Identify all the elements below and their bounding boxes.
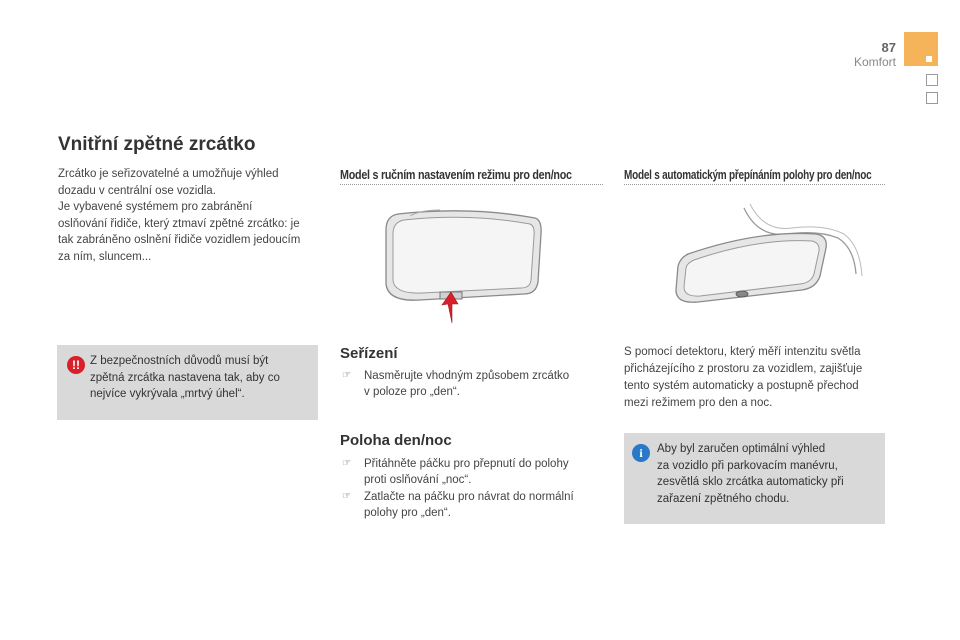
list-item: ☞ Přitáhněte páčku pro přepnutí do polohy proti oslňování „noc“. xyxy=(342,458,569,486)
body-line: tento systém automaticky a postupně přechod xyxy=(624,380,859,392)
manual-model-heading: Model s ručním nastavením režimu pro den/noc xyxy=(340,168,572,182)
intro-line: Zrcátko je seřizovatelné a umožňuje výhled xyxy=(58,168,279,180)
body-line: S pomocí detektoru, který měří intenzitu světla xyxy=(624,346,861,358)
warning-note xyxy=(57,345,318,420)
body-line: přicházejícího z prostoru za vozidlem, zajišťuje xyxy=(624,363,863,375)
intro-line: za ním, sluncem... xyxy=(58,250,152,263)
section-tab-active xyxy=(904,32,938,66)
day-night-list xyxy=(340,456,600,522)
section-name: Komfort xyxy=(853,55,896,69)
page-title: Vnitřní zpětné zrcátko xyxy=(58,134,256,155)
note-line: zpětná zrcátka nastavena tak, aby co xyxy=(90,371,280,384)
note-line: za vozidlo při parkovacím manévru, xyxy=(657,459,838,472)
heading-divider xyxy=(340,184,603,185)
info-icon: i xyxy=(632,444,650,462)
note-line: nejvíce vykrývala „mrtvý úhel“. xyxy=(90,388,245,400)
warning-icon: !! xyxy=(67,356,85,374)
arrow-bullet-icon: ☞ xyxy=(342,370,351,381)
arrow-bullet-icon: ☞ xyxy=(342,458,351,469)
page-number: 87 xyxy=(881,40,896,55)
list-item: ☞ Zatlačte na páčku pro návrat do normální polohy pro „den“. xyxy=(342,491,574,519)
intro-line: oslňování řidiče, který ztmaví zpětné zrcátko: je xyxy=(58,217,300,230)
auto-description xyxy=(624,344,886,412)
intro-line: tak zabráněno oslnění řidiče vozidlem jedoucím xyxy=(58,234,301,246)
info-note xyxy=(624,433,885,524)
note-line: Z bezpečnostních důvodů musí být xyxy=(90,355,269,367)
intro-line: dozadu v centrální ose vozidla. xyxy=(58,184,216,197)
body-line: mezi režimem pro den a noc. xyxy=(624,397,773,409)
section-tab xyxy=(926,74,938,86)
manual-mirror-illustration xyxy=(380,204,560,324)
auto-model-heading: Model s automatickým přepínáním polohy pro den/noc xyxy=(624,168,872,182)
note-line: zařazení zpětného chodu. xyxy=(657,492,790,505)
arrow-bullet-icon: ☞ xyxy=(342,491,351,502)
heading-divider xyxy=(624,184,885,185)
note-line: zesvětlá sklo zrcátka automaticky při xyxy=(657,476,844,488)
intro-line: Je vybavené systémem pro zabránění xyxy=(58,201,253,213)
adjust-list xyxy=(340,368,600,401)
list-item: ☞ Nasměrujte vhodným způsobem zrcátko v poloze pro „den“. xyxy=(342,370,570,398)
adjust-heading: Seřízení xyxy=(340,345,398,362)
day-night-heading: Poloha den/noc xyxy=(340,432,452,449)
auto-mirror-illustration xyxy=(668,198,864,310)
note-line: Aby byl zaručen optimální výhled xyxy=(657,443,826,455)
section-tab xyxy=(926,92,938,104)
tab-marker-icon xyxy=(926,56,932,62)
intro-paragraph xyxy=(58,166,320,265)
